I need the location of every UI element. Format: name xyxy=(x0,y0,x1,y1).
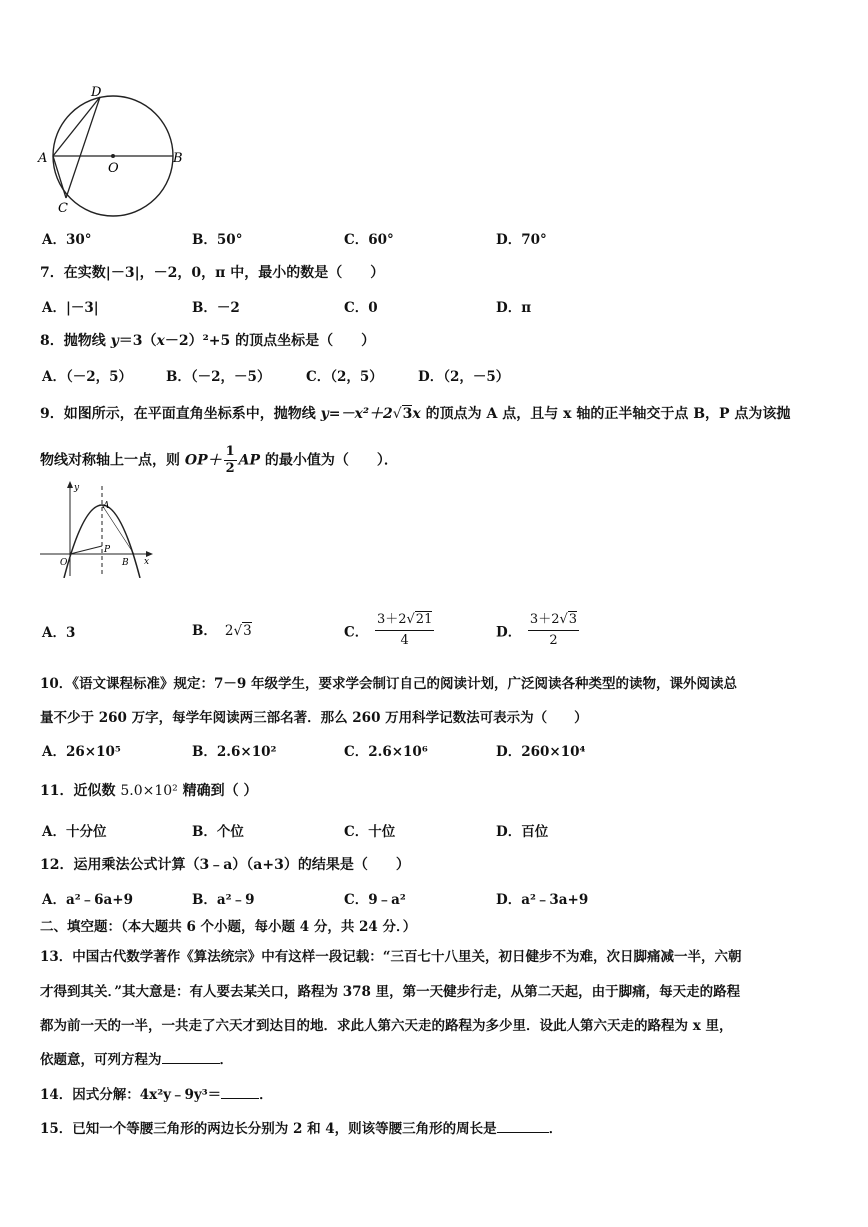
q7-option-d[interactable]: D．π xyxy=(496,300,532,316)
q9-b-val: 2 xyxy=(224,623,234,639)
q10-option-b[interactable]: B．2.6×10² xyxy=(192,744,277,760)
q8-option-d[interactable]: D．（2，－5） xyxy=(418,369,510,385)
q8-option-b[interactable]: B．（－2，－5） xyxy=(166,369,271,385)
q9-line2-op: OP＋ xyxy=(184,452,222,469)
q9-option-c[interactable] xyxy=(344,610,436,651)
y-axis-arrow xyxy=(67,481,73,488)
q14-answer-blank[interactable] xyxy=(221,1098,259,1099)
label-D: D xyxy=(91,85,102,100)
q8-stem-pre: 8．抛物线 xyxy=(40,333,111,349)
q9-c-num: 3＋2 xyxy=(376,612,407,627)
q9-line1: 9．如图所示，在平面直角坐标系中，抛物线 y=－x²＋2√3x 的顶点为 A 点，且与 x 轴的正半轴交于点 B，P 点为该抛 xyxy=(40,406,791,422)
q9-b-label: B． xyxy=(192,623,217,639)
q11-option-d[interactable]: D．百位 xyxy=(496,824,549,840)
label-A: A xyxy=(38,151,48,166)
q8-stem-y: y xyxy=(110,333,119,349)
q13-answer-blank[interactable] xyxy=(162,1063,220,1064)
q8-option-c[interactable]: C．（2，5） xyxy=(306,369,383,385)
q15-stem xyxy=(40,1117,562,1137)
q11-option-c[interactable]: C．十位 xyxy=(344,824,396,840)
q9-d-den: 2 xyxy=(549,633,558,648)
q8-stem xyxy=(40,330,375,350)
q9-b-sqrt: 3 xyxy=(243,623,252,639)
q11-stem-pre: 11．近似数 xyxy=(40,783,121,799)
q9-d-sqrt: 3 xyxy=(568,612,578,627)
q9-option-d[interactable] xyxy=(496,610,581,651)
q13-line3: 都为前一天的一半，一共走了六天才到达目的地．求此人第六天走的路程为多少里．设此人第六天走的路程为 x 里， xyxy=(40,1018,733,1034)
q9-option-b[interactable]: B． 2√3 xyxy=(192,623,252,639)
q13-line4-text: 依题意，可列方程为 xyxy=(40,1052,162,1068)
q9-c-sqrt: 21 xyxy=(415,612,433,627)
q7-option-c[interactable]: C．0 xyxy=(344,300,378,316)
q11-option-a[interactable]: A．十分位 xyxy=(42,824,107,840)
q9-line2-ap: AP xyxy=(238,452,261,469)
q6-option-a[interactable]: A．30° xyxy=(42,232,92,248)
circle-figure xyxy=(28,80,198,220)
q9-c-den: 4 xyxy=(400,633,409,648)
segment-OP xyxy=(70,546,102,554)
q9-option-a[interactable]: A．3 xyxy=(42,625,76,641)
q14-stem xyxy=(40,1083,273,1103)
q6-option-d[interactable]: D．70° xyxy=(496,232,547,248)
q9-line1-x: x xyxy=(412,406,421,422)
label-B: B xyxy=(173,151,183,166)
label-C: C xyxy=(58,201,68,216)
q7-stem: 7．在实数|－3|，－2，0，π 中，最小的数是（ ） xyxy=(40,265,385,281)
label-P: P xyxy=(104,545,111,555)
q9-line1-pre: 9．如图所示，在平面直角坐标系中，抛物线 xyxy=(40,406,321,422)
label-O: O xyxy=(108,161,119,176)
q12-option-b[interactable]: B．a²﹣9 xyxy=(192,892,255,908)
chord-AC xyxy=(53,156,66,198)
q8-stem-eq: ＝3（ xyxy=(118,333,157,349)
q9-line2 xyxy=(40,444,398,477)
q9-d-label: D． xyxy=(496,624,522,641)
q13-line4 xyxy=(40,1048,233,1068)
q9-d-frac: $\frac{3+2√3}{2}$ xyxy=(528,610,579,651)
q10-line2: 量不少于 260 万字，每学年阅读两三部名著．那么 260 万用科学记数法可表示为（ ） xyxy=(40,710,588,726)
label-A: A xyxy=(103,501,110,511)
section-2-heading: 二、填空题：（本大题共 6 个小题，每小题 4 分，共 24 分．） xyxy=(40,919,417,935)
q10-line1: 10．《语文课程标准》规定：7－9 年级学生，要求学会制订自己的阅读计划，广泛阅读各种类型的读物，课外阅读总 xyxy=(40,676,738,692)
q6-option-c[interactable]: C．60° xyxy=(344,232,394,248)
q9-fraction xyxy=(224,444,237,477)
q10-option-c[interactable]: C．2.6×10⁶ xyxy=(344,744,428,760)
q11-stem-post: 精确到（ ） xyxy=(177,783,258,799)
q12-option-d[interactable]: D．a²﹣3a+9 xyxy=(496,892,589,908)
q8-option-a[interactable]: A．（－2，5） xyxy=(42,369,133,385)
label-O: O xyxy=(60,558,68,568)
q15-answer-blank[interactable] xyxy=(497,1132,549,1133)
q14-stem-text: 14．因式分解：4x²y﹣9y³＝ xyxy=(40,1087,222,1103)
parabola-figure xyxy=(38,478,158,578)
q9-line2-post: 的最小值为（ ）． xyxy=(260,452,398,469)
q9-d-num: 3＋2 xyxy=(529,612,560,627)
q9-c-label: C． xyxy=(344,624,369,641)
q14-period: ． xyxy=(259,1087,273,1103)
q12-stem: 12．运用乘法公式计算（3﹣a）（a+3）的结果是（ ） xyxy=(40,857,410,873)
q11-stem-num: 5.0×10² xyxy=(120,783,178,799)
label-x: x xyxy=(144,557,150,567)
q9-frac-num: 1 xyxy=(225,444,235,459)
label-B: B xyxy=(122,558,129,568)
q9-c-frac: $\frac{3+2√21}{4}$ xyxy=(375,610,434,651)
q8-stem-post: －2）²+5 的顶点坐标是（ ） xyxy=(164,333,376,349)
q9-line2-pre: 物线对称轴上一点，则 xyxy=(40,452,185,469)
q6-option-b[interactable]: B．50° xyxy=(192,232,243,248)
q9-line1-post: 的顶点为 A 点，且与 x 轴的正半轴交于点 B，P 点为该抛 xyxy=(420,406,791,422)
q8-stem-x: x xyxy=(156,333,165,349)
q9-frac-den: 2 xyxy=(225,461,235,476)
q10-option-d[interactable]: D．260×10⁴ xyxy=(496,744,586,760)
q12-option-c[interactable]: C．9﹣a² xyxy=(344,892,406,908)
q15-period: ． xyxy=(548,1121,563,1137)
q12-option-a[interactable]: A．a²﹣6a+9 xyxy=(42,892,133,908)
label-y: y xyxy=(74,483,80,493)
q13-line1: 13．中国古代数学著作《算法统宗》中有这样一段记载：“三百七十八里关，初日健步不为难，次日脚痛减一半，六朝 xyxy=(40,949,742,965)
q9-line1-sqrt: 3 xyxy=(402,406,413,422)
q7-option-a[interactable]: A．|－3| xyxy=(42,300,99,316)
q11-option-b[interactable]: B．个位 xyxy=(192,824,244,840)
q7-option-b[interactable]: B．－2 xyxy=(192,300,240,316)
q15-stem-text: 15．已知一个等腰三角形的两边长分别为 2 和 4，则该等腰三角形的周长是 xyxy=(40,1121,497,1137)
q11-stem xyxy=(40,780,258,800)
q13-line2: 才得到其关．”其大意是：有人要去某关口，路程为 378 里，第一天健步行走，从第二天起，由于脚痛，每天走的路程 xyxy=(40,984,741,1000)
center-dot xyxy=(111,154,115,158)
q10-option-a[interactable]: A．26×10⁵ xyxy=(42,744,121,760)
q9-line1-eq: y=－x²＋2 xyxy=(320,406,393,422)
q13-period: ． xyxy=(219,1052,233,1068)
